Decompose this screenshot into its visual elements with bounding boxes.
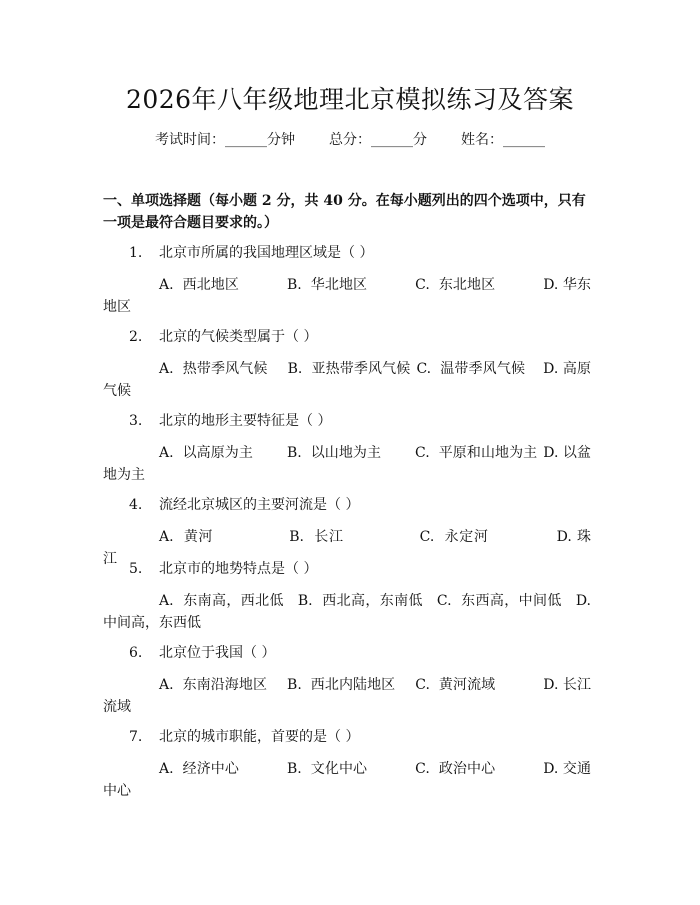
option-c: C. 东北地区 <box>415 277 496 293</box>
score-blank: ______ <box>371 132 413 148</box>
question-number: 6. <box>129 645 143 661</box>
option-a: A. 黄河 <box>159 529 214 545</box>
time-blank: ______ <box>225 132 267 148</box>
option-b: B. 文化中心 <box>286 761 368 777</box>
question-stem: 北京的气候类型属于（ ） <box>159 329 318 345</box>
question-stem: 北京市的地势特点是（ ） <box>159 561 318 577</box>
option-a: A. 东南高，西北低 <box>159 593 284 609</box>
question-number: 1. <box>129 245 143 261</box>
option-d: D. 中间高，东西低 <box>103 593 591 631</box>
question-stem: 北京位于我国（ ） <box>159 645 276 661</box>
option-b: B. 华北地区 <box>286 277 368 293</box>
option-d: D. 交通中心 <box>103 761 591 799</box>
option-d: D. 珠江 <box>103 529 591 567</box>
option-c: C. 温带季风气候 <box>416 361 526 377</box>
time-label: 考试时间： <box>155 132 225 148</box>
question-number: 7. <box>129 729 143 745</box>
question-options <box>103 590 591 634</box>
option-c: C. 永定河 <box>419 529 489 545</box>
option-c: C. 平原和山地为主 <box>415 445 538 461</box>
option-d: D. 华东地区 <box>103 277 591 315</box>
exam-meta-line <box>0 130 700 150</box>
section-heading: 一、单项选择题（每小题 2 分，共 40 分。在每小题列出的四个选项中，只有一项是最符合题目要求的。） <box>103 193 586 231</box>
question-number: 5. <box>129 561 143 577</box>
option-b: B. 亚热带季风气候 <box>287 361 411 377</box>
score-label: 总分： <box>329 132 371 148</box>
option-d: D. 以盆地为主 <box>103 445 591 483</box>
option-a: A. 热带季风气候 <box>159 361 268 377</box>
question-options <box>103 358 591 402</box>
question-options <box>103 442 591 486</box>
score-unit: 分 <box>413 132 427 148</box>
question-options <box>103 274 591 318</box>
option-b: B. 西北高，东南低 <box>297 593 423 609</box>
option-a: A. 东南沿海地区 <box>159 677 268 693</box>
option-b: B. 以山地为主 <box>286 445 382 461</box>
question-options <box>103 758 591 802</box>
option-c: C. 东西高，中间低 <box>436 593 562 609</box>
question-options <box>103 674 591 718</box>
option-a: A. 以高原为主 <box>159 445 253 461</box>
option-b: B. 西北内陆地区 <box>287 677 396 693</box>
question-stem: 北京的城市职能，首要的是（ ） <box>159 729 360 745</box>
name-label: 姓名： <box>461 132 503 148</box>
question-stem: 流经北京城区的主要河流是（ ） <box>159 497 360 513</box>
document-title: 2026年八年级地理北京模拟练习及答案 <box>125 85 575 114</box>
option-c: C. 政治中心 <box>415 761 496 777</box>
question-number: 3. <box>129 413 143 429</box>
name-blank: ______ <box>503 132 545 148</box>
option-c: C. 黄河流域 <box>415 677 496 693</box>
question-stem: 北京的地形主要特征是（ ） <box>159 413 332 429</box>
option-d: D. 高原气候 <box>103 361 591 399</box>
question-number: 2. <box>129 329 143 345</box>
option-a: A. 经济中心 <box>159 761 239 777</box>
option-a: A. 西北地区 <box>159 277 239 293</box>
time-unit: 分钟 <box>267 132 295 148</box>
question-stem: 北京市所属的我国地理区域是（ ） <box>159 245 374 261</box>
option-b: B. 长江 <box>289 529 344 545</box>
question-number: 4. <box>129 497 143 513</box>
option-d: D. 长江流域 <box>103 677 591 715</box>
